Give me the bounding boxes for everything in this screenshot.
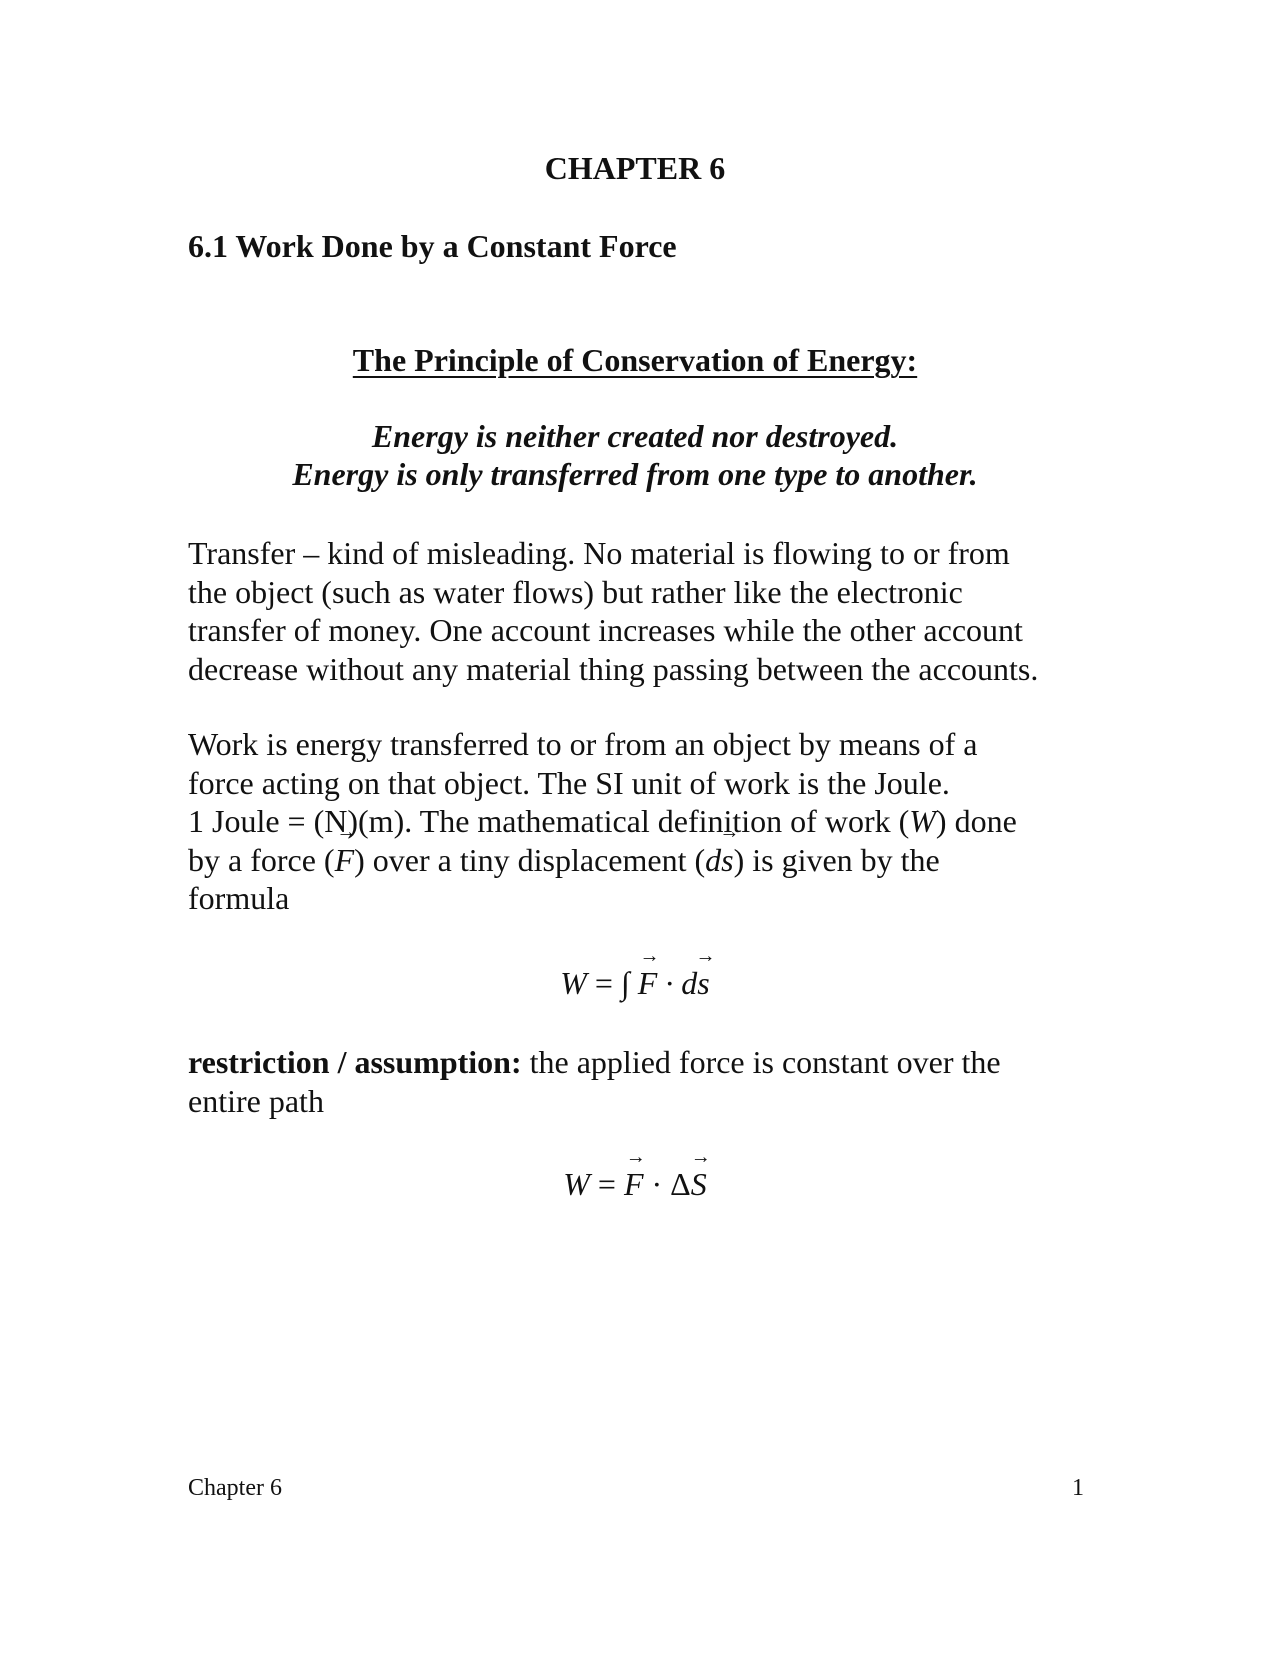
work-integral-equation	[0, 965, 1270, 1002]
equation-dot-delta: · Δ	[643, 1166, 691, 1202]
chapter-title: CHAPTER 6	[544, 150, 726, 186]
equation-displacement-vector: → s	[697, 965, 709, 1002]
equation-force-vector: → F	[638, 965, 658, 1002]
section-title: 6.1 Work Done by a Constant Force	[188, 228, 677, 264]
equation-lhs: W	[563, 1166, 590, 1202]
transfer-line: transfer of money. One account increases while the other account	[188, 612, 1023, 648]
restriction-text: the applied force is constant over the	[521, 1044, 1001, 1080]
footer-chapter-label: Chapter 6	[188, 1475, 282, 1501]
principle-heading: The Principle of Conservation of Energy:	[352, 342, 918, 378]
transfer-line: the object (such as water flows) but rather like the electronic	[188, 573, 963, 610]
restriction-line: entire path	[188, 1082, 324, 1119]
equation-displacement-vector: → S	[691, 1166, 707, 1203]
displacement-vector-symbol: → s	[721, 841, 733, 880]
work-paragraph	[188, 725, 1017, 917]
work-line: formula	[188, 879, 290, 916]
work-symbol: W	[909, 803, 936, 839]
work-line-text: ) is given by the	[733, 841, 940, 878]
force-vector-symbol: → F	[335, 841, 355, 880]
work-line: force acting on that object. The SI unit of work is the Joule.	[188, 764, 950, 801]
transfer-line: Transfer – kind of misleading. No material is flowing to or from	[188, 535, 1010, 571]
transfer-paragraph	[188, 534, 1038, 688]
work-line: Work is energy transferred to or from an object by means of a	[188, 726, 978, 762]
equation-operator: = ∫	[586, 965, 638, 1001]
work-line	[188, 841, 1017, 879]
work-line-text: ) done	[935, 803, 1017, 839]
work-line	[188, 802, 1017, 841]
work-constant-force-equation	[0, 1166, 1270, 1203]
principle-statement-2: Energy is only transferred from one type to another.	[292, 456, 978, 492]
equation-operator: =	[589, 1166, 624, 1202]
equation-dot: · d	[657, 965, 698, 1001]
work-line-text: by a force (	[188, 841, 335, 878]
work-line-text: 1 Joule = (N)(m). The mathematical definition of work (	[188, 803, 910, 839]
equation-lhs: W	[560, 965, 587, 1001]
restriction-line	[188, 1043, 1001, 1082]
work-line-text: ) over a tiny displacement (	[354, 841, 706, 878]
principle-statement-1: Energy is neither created nor destroyed.	[371, 418, 899, 454]
displacement-d-symbol: d	[705, 841, 722, 878]
equation-force-vector: → F	[624, 1166, 644, 1203]
restriction-label: restriction / assumption:	[188, 1044, 522, 1080]
footer-page-number: 1	[1072, 1475, 1084, 1501]
transfer-line: decrease without any material thing passing between the accounts.	[188, 650, 1039, 687]
restriction-paragraph	[188, 1043, 1001, 1120]
